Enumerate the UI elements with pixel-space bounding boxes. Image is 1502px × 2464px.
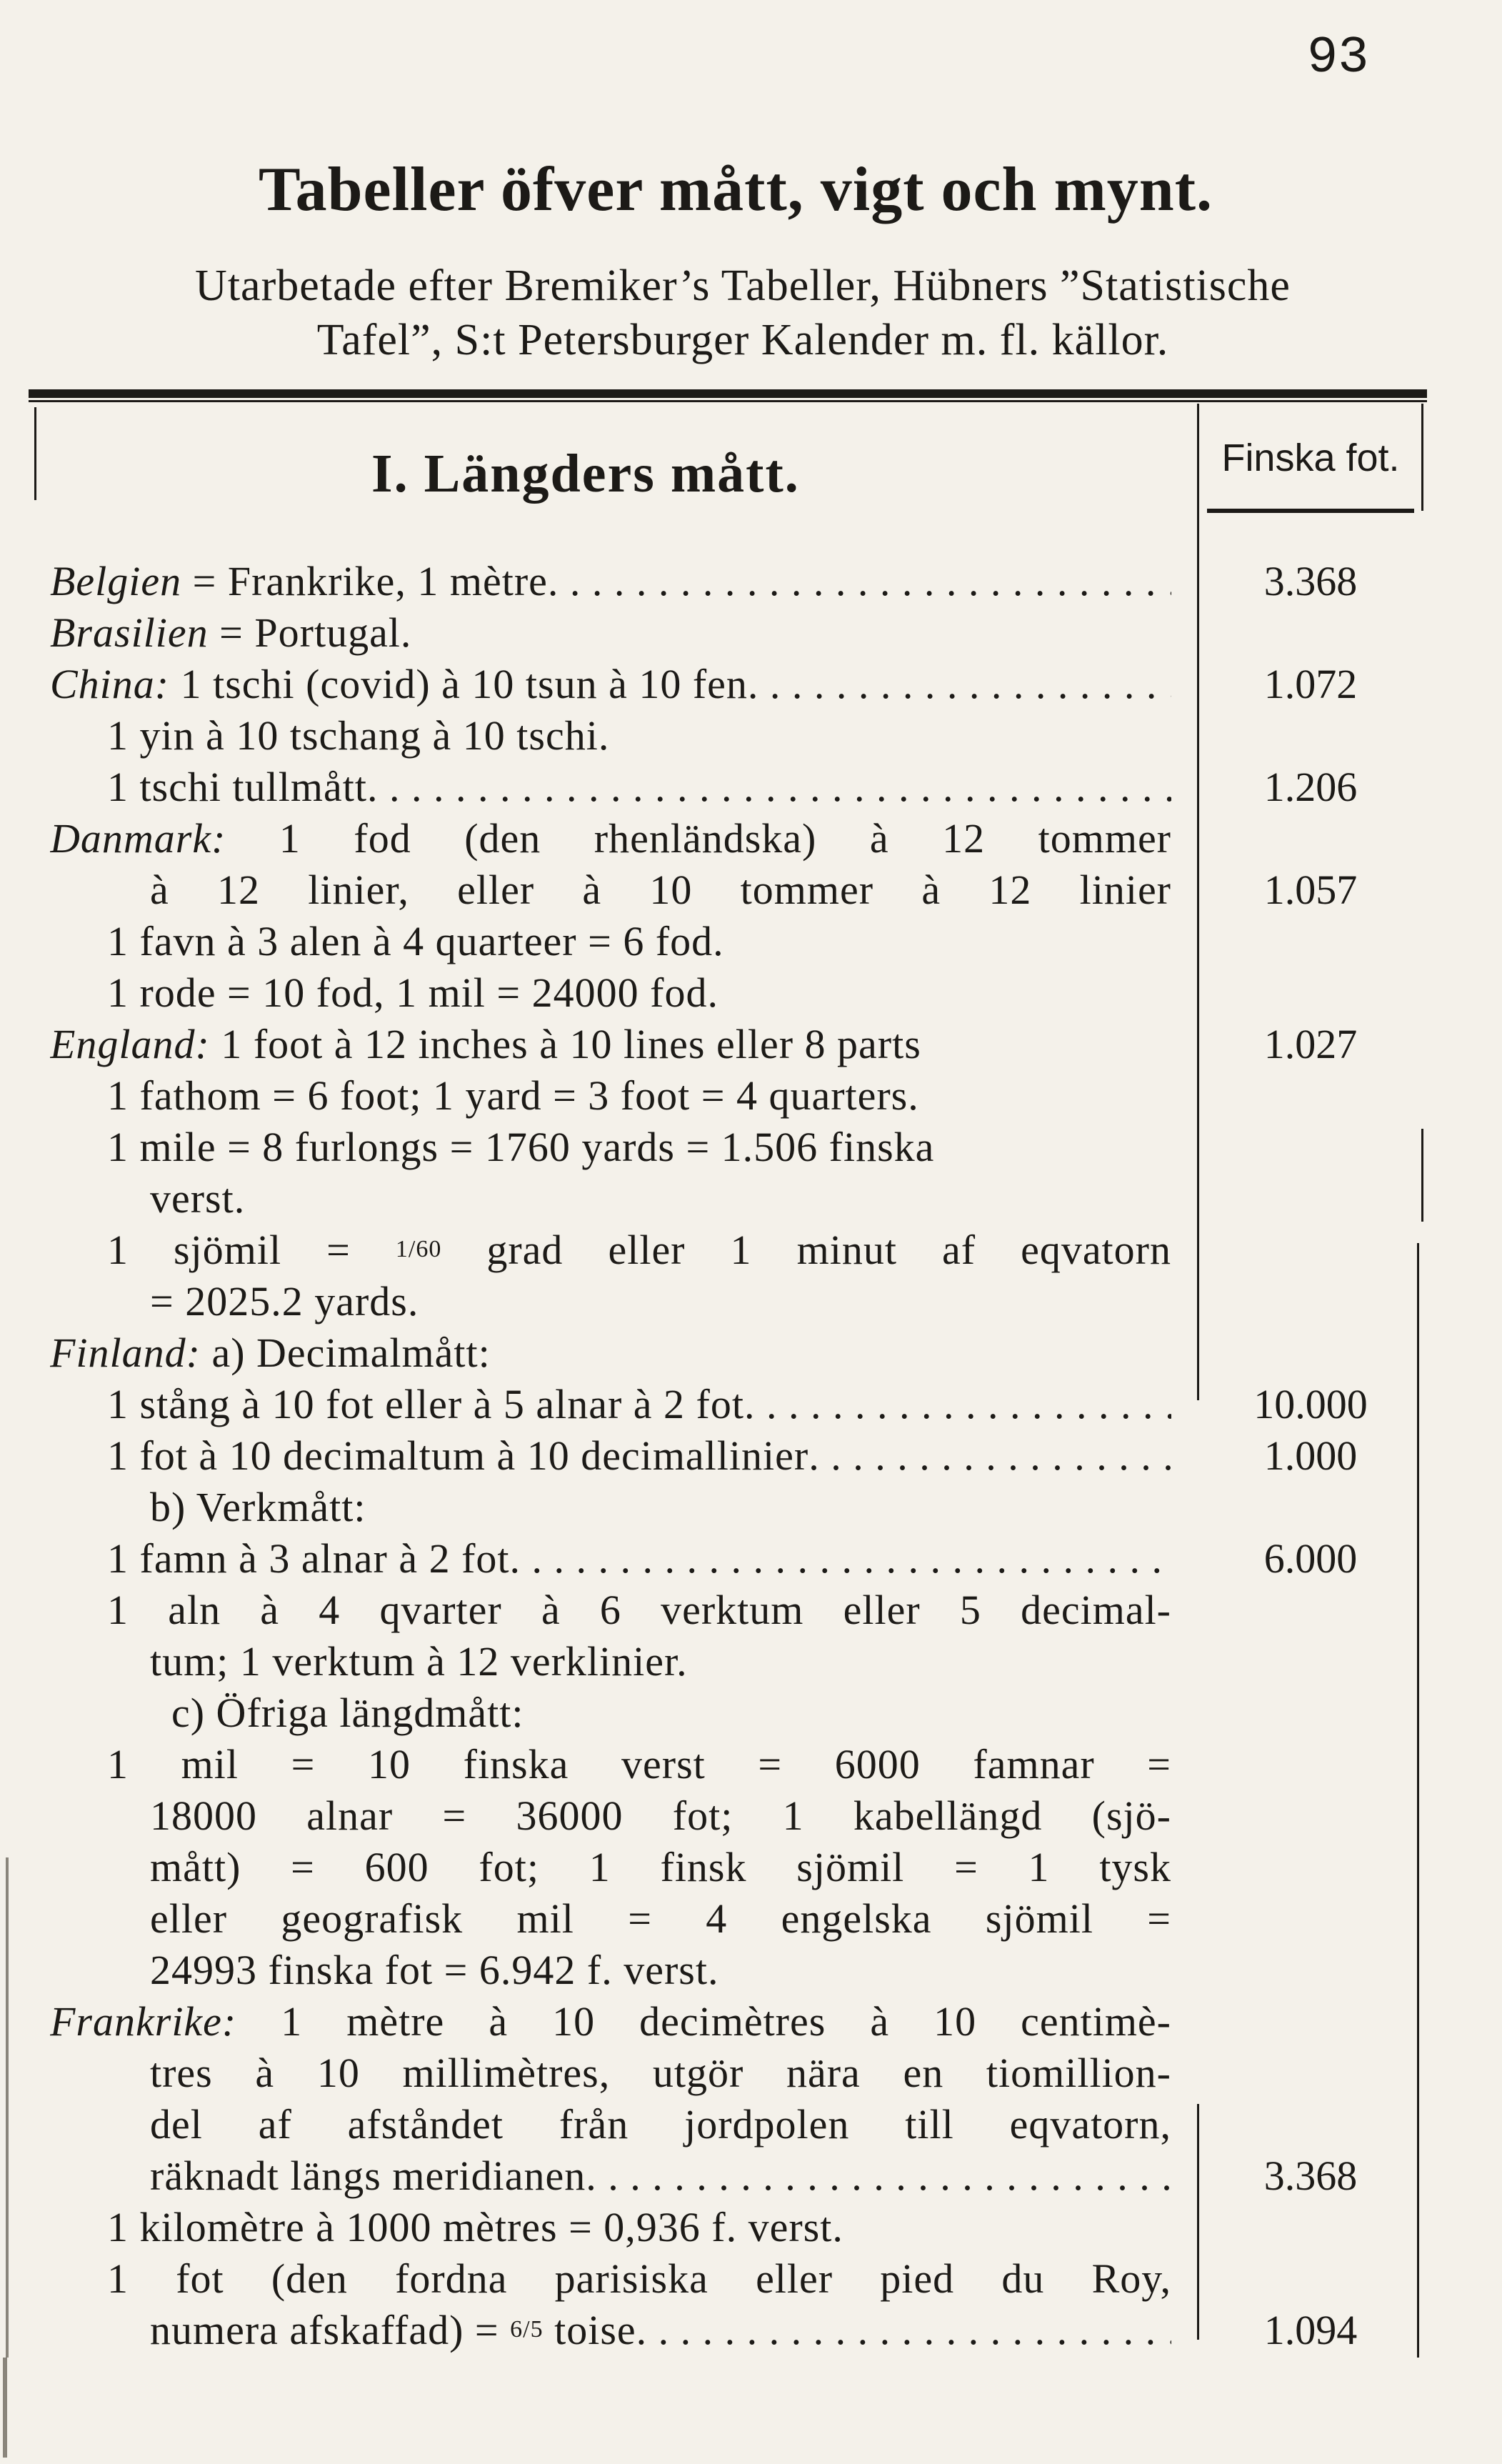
row-text: a) Decimalmått: xyxy=(200,1330,491,1376)
row-text: toise xyxy=(543,2307,636,2353)
row-value: 1.206 xyxy=(1263,764,1358,810)
row-text: 1 mile = 8 furlongs = 1760 yards = 1.506 finska xyxy=(107,1124,935,1170)
table-row xyxy=(50,609,1171,657)
table-row xyxy=(150,1843,1171,1891)
table-row xyxy=(107,1226,1171,1274)
country-name: Finland: xyxy=(50,1330,201,1376)
table-row xyxy=(50,1997,1171,2045)
table-row xyxy=(107,1072,1171,1119)
right-frame-line-3 xyxy=(1417,1243,1419,2358)
row-text: del af afståndet från jordpolen till eqvatorn, xyxy=(150,2101,1171,2148)
row-value: 1.057 xyxy=(1263,867,1358,913)
column-header-rule xyxy=(1207,509,1414,513)
row-text: mått) = 600 fot; 1 finsk sjömil = 1 tysk xyxy=(150,1844,1171,1890)
row-text: 1 foot à 12 inches à 10 lines eller 8 parts xyxy=(209,1021,921,1067)
row-value: 10.000 xyxy=(1253,1381,1368,1427)
table-row xyxy=(150,1174,1271,1222)
row-text: verst. xyxy=(150,1175,246,1222)
row-value: 3.368 xyxy=(1263,558,1358,604)
table-row xyxy=(150,2306,1171,2354)
table-row xyxy=(107,2203,1171,2251)
row-text: c) Öfriga längdmått: xyxy=(171,1690,524,1736)
page-edge-speck xyxy=(6,1857,9,2358)
row-text: 1 fot à 10 decimaltum à 10 decimallinier xyxy=(107,1432,809,1479)
table-row xyxy=(150,2049,1171,2097)
table-row xyxy=(150,1277,1271,1325)
row-text: 24993 finska fot = 6.942 f. verst. xyxy=(150,1947,719,1993)
table-row xyxy=(50,814,1171,862)
row-text: numera afskaffad) = xyxy=(150,2307,511,2353)
country-name: England: xyxy=(50,1021,210,1067)
row-text: = Portugal. xyxy=(208,609,412,656)
table-row xyxy=(107,1740,1171,1788)
table-row xyxy=(150,1792,1171,1840)
page-title: Tabeller öfver mått, vigt och mynt. xyxy=(258,155,1213,224)
page-subtitle xyxy=(43,259,1443,367)
table-row xyxy=(171,1689,1293,1737)
table-row xyxy=(150,1946,1271,1994)
table-row xyxy=(107,2255,1171,2303)
row-text: 1 kilomètre à 1000 mètres = 0,936 f. verst. xyxy=(107,2204,843,2250)
row-text: 1 fathom = 6 foot; 1 yard = 3 foot = 4 quarters. xyxy=(107,1072,919,1119)
row-text: 1 mètre à 10 decimètres à 10 centimè- xyxy=(236,1998,1171,2045)
row-text: 1 fot (den fordna parisiska eller pied du Roy, xyxy=(107,2255,1171,2302)
row-value: 3.368 xyxy=(1263,2153,1358,2199)
row-text: 1 stång à 10 fot eller à 5 alnar à 2 fot xyxy=(107,1381,744,1427)
row-text: 1 mil = 10 finska verst = 6000 famnar = xyxy=(107,1741,1171,1787)
table-row xyxy=(150,1483,1271,1531)
row-text: 18000 alnar = 36000 fot; 1 kabellängd (sjö- xyxy=(150,1792,1171,1839)
table-row xyxy=(50,660,1171,708)
row-text: 1 rode = 10 fod, 1 mil = 24000 fod. xyxy=(107,969,719,1016)
row-text: tum; 1 verktum à 12 verklinier. xyxy=(150,1638,688,1685)
subtitle-line-1: Utarbetade efter Bremiker’s Tabeller, Hübners ”Statistische xyxy=(195,261,1291,310)
row-value: 1.072 xyxy=(1263,661,1358,707)
country-name: Brasilien xyxy=(50,609,209,656)
row-text: b) Verkmått: xyxy=(150,1484,366,1530)
row-text: tres à 10 millimètres, utgör nära en tiomillion- xyxy=(150,2050,1171,2096)
row-text: = 2025.2 yards. xyxy=(150,1278,419,1325)
leader-dots xyxy=(548,557,1171,605)
table-row xyxy=(150,2100,1171,2148)
row-text: räknadt längs meridianen xyxy=(150,2153,586,2199)
table-row xyxy=(107,1535,1171,1582)
table-row xyxy=(107,969,1228,1017)
table-row xyxy=(50,1020,1171,1068)
table-row xyxy=(107,1380,1171,1428)
table-row xyxy=(107,763,1171,811)
row-value: 1.027 xyxy=(1263,1021,1358,1067)
row-text: 1 aln à 4 qvarter à 6 verktum eller 5 decimal- xyxy=(107,1587,1171,1633)
leader-dots xyxy=(586,2152,1171,2200)
table-row xyxy=(107,712,1228,759)
table-row xyxy=(107,1586,1171,1634)
left-frame-line xyxy=(34,407,36,500)
row-text: 1 tschi tullmått xyxy=(107,764,367,810)
row-text: = Frankrike, 1 mètre xyxy=(181,558,548,604)
column-divider-lower xyxy=(1197,2104,1199,2340)
table-row xyxy=(50,557,1171,605)
row-text: 1 fod (den rhenländska) à 12 tommer xyxy=(226,815,1171,862)
page-edge-speck xyxy=(3,2358,7,2458)
table-row xyxy=(107,1123,1171,1171)
fraction: 1/60 xyxy=(395,1236,442,1262)
leader-dots xyxy=(808,1432,1171,1480)
fraction: 6/5 xyxy=(510,2316,544,2343)
row-text: eller geografisk mil = 4 engelska sjömil = xyxy=(150,1895,1171,1942)
row-text: à 12 linier, eller à 10 tommer à 12 linier xyxy=(150,867,1171,913)
table-row xyxy=(150,2152,1171,2200)
column-divider xyxy=(1197,404,1199,1400)
leader-dots xyxy=(744,1380,1171,1428)
table-top-rule xyxy=(29,389,1427,398)
row-value: 1.000 xyxy=(1263,1432,1358,1479)
row-text: 1 favn à 3 alen à 4 quarteer = 6 fod. xyxy=(107,918,724,964)
table-row xyxy=(107,917,1228,965)
row-value: 6.000 xyxy=(1263,1535,1358,1582)
column-header: Finska fot. xyxy=(1221,437,1400,479)
page-number: 93 xyxy=(1307,29,1369,87)
section-heading: I. Längders mått. xyxy=(371,444,800,504)
right-frame-line-2 xyxy=(1421,1129,1423,1222)
country-name: China: xyxy=(50,661,170,707)
right-frame-line xyxy=(1421,404,1423,511)
row-text: grad eller 1 minut af eqvatorn xyxy=(441,1227,1171,1273)
country-name: Belgien xyxy=(50,558,182,604)
row-text: 1 famn à 3 alnar à 2 fot xyxy=(107,1535,510,1582)
subtitle-line-2: Tafel”, S:t Petersburger Kalender m. fl. källor. xyxy=(316,316,1169,364)
table-row xyxy=(150,866,1171,914)
leader-dots xyxy=(367,763,1171,811)
country-name: Frankrike: xyxy=(50,1998,237,2045)
row-value: 1.094 xyxy=(1263,2307,1358,2353)
table-top-rule-thin xyxy=(29,400,1427,402)
country-name: Danmark: xyxy=(50,815,226,862)
row-text: 1 yin à 10 tschang à 10 tschi. xyxy=(107,712,610,759)
table-row xyxy=(150,1895,1171,1942)
row-text: 1 tschi (covid) à 10 tsun à 10 fen xyxy=(169,661,748,707)
row-text: 1 sjömil = xyxy=(107,1227,396,1273)
table-row xyxy=(50,1329,1171,1377)
leader-dots xyxy=(510,1535,1171,1582)
leader-dots xyxy=(748,660,1171,708)
table-row xyxy=(107,1432,1171,1480)
table-row xyxy=(150,1637,1271,1685)
leader-dots xyxy=(636,2306,1171,2354)
